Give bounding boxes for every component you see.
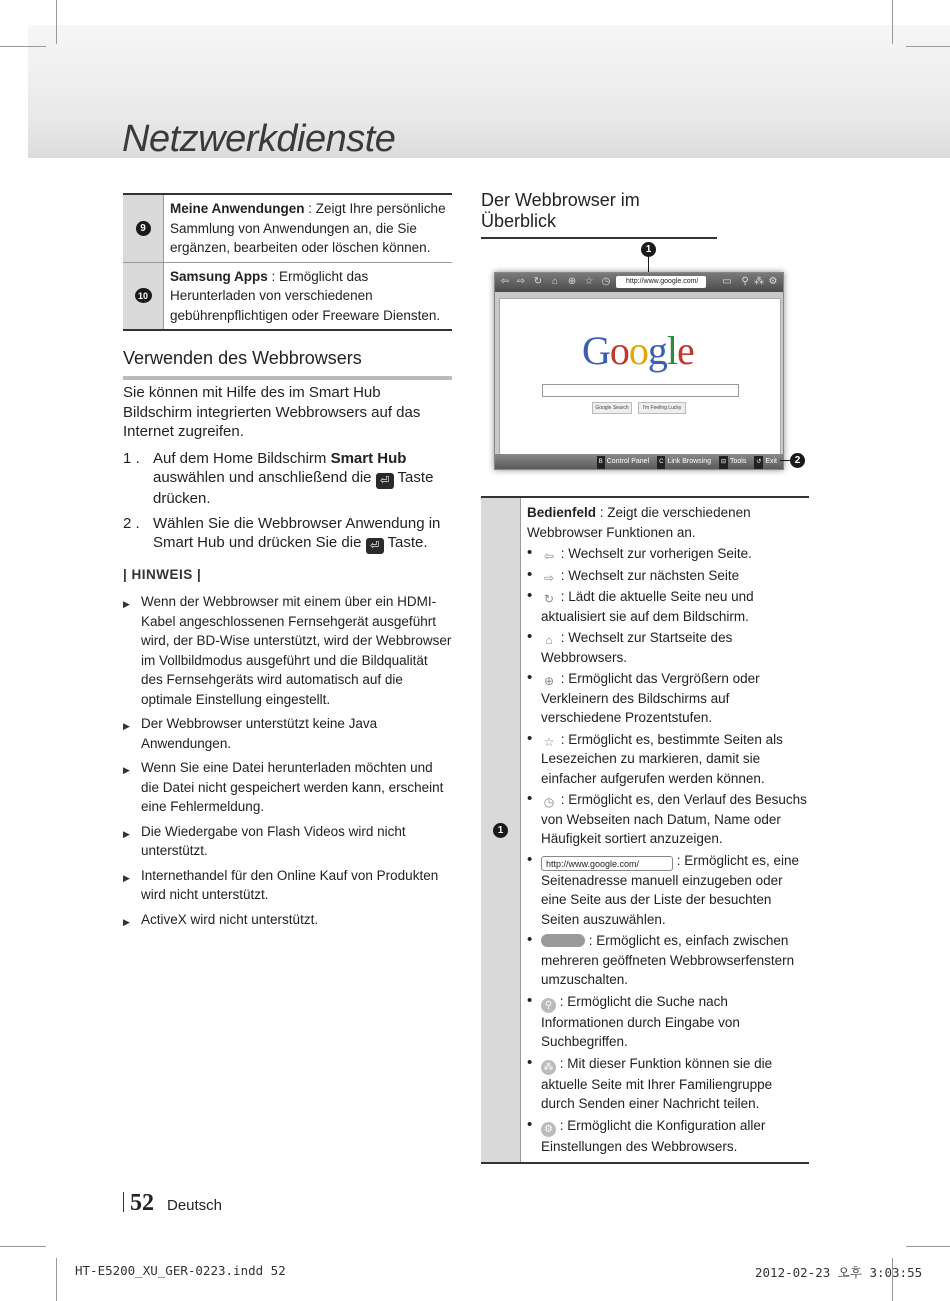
crop-mark (906, 1246, 950, 1247)
list-item (527, 790, 809, 849)
triangle-bullet-icon: ▶ (123, 828, 130, 839)
tools-icon: ⊟ (719, 456, 728, 469)
settings-icon: ⚙ (541, 1122, 556, 1137)
panel-table (481, 496, 809, 1164)
heading-rule (481, 237, 717, 239)
step-text-part: auswählen und anschließend die (153, 469, 376, 486)
star-icon: ☆ (584, 276, 594, 287)
item-description: : Wechselt zur nächsten Seite (557, 567, 740, 583)
callout-1: 1 (641, 242, 656, 257)
step-text-part: Auf dem Home Bildschirm (153, 449, 331, 467)
star-icon: ☆ (543, 734, 555, 749)
bullet: • (527, 790, 533, 807)
bullet: • (527, 565, 533, 583)
item-description: : Ermöglicht es, bestimmte Seiten als Lesezeichen zu markieren, damit sie einfacher aufgerufen werden können. (541, 731, 783, 786)
footer-label: Exit (765, 458, 777, 465)
section-heading-overview (481, 190, 717, 239)
step-text-part: Taste. (383, 534, 428, 551)
list-item (123, 758, 453, 817)
history-icon: ◷ (543, 795, 555, 809)
description: : Ermöglicht das Herunterladen von verschiedenen gebührenpflichtigen oder Freeware Diensten. (170, 268, 441, 323)
step-number: 2 . (123, 514, 140, 532)
list-item (527, 992, 809, 1052)
item-description: : Ermöglicht es, einfach zwischen mehreren geöffneten Webbrowserfenstern umzuschalten. (541, 933, 795, 987)
bullet: • (527, 628, 533, 645)
step-text (153, 514, 453, 555)
description-cell (164, 263, 452, 330)
list-item (123, 866, 453, 905)
triangle-bullet-icon: ▶ (123, 765, 130, 775)
bullet: • (527, 991, 533, 1009)
google-logo (582, 327, 694, 374)
description-cell (521, 498, 809, 1162)
page-number-divider (123, 1192, 124, 1212)
list-item (123, 592, 453, 709)
step-item (123, 514, 453, 555)
footer-label: Link Browsing (667, 458, 712, 465)
list-item (527, 931, 809, 990)
history-icon: ◷ (601, 276, 611, 287)
note-text: Internethandel für den Online Kauf von Produkten wird nicht unterstützt. (141, 867, 439, 902)
family-share-icon: ⁂ (754, 276, 764, 287)
note-text: ActiveX wird nicht unterstützt. (141, 911, 319, 927)
item-description: : Ermöglicht das Vergrößern oder Verkleinern des Bildschirms auf verschiedene Prozentstufen. (541, 671, 760, 725)
item-text (541, 851, 809, 930)
intro-text: Sie können mit Hilfe des im Smart Hub Bildschirm integrierten Webbrowsers auf das Internet zugreifen. (123, 384, 421, 440)
crop-mark (0, 46, 46, 47)
exit-icon: ↺ (754, 456, 763, 469)
list-item (123, 910, 453, 933)
number-badge: 10 (135, 288, 152, 303)
key-c-icon: C (657, 456, 665, 469)
page-title: Netzwerkdienste (122, 118, 396, 160)
item-description: : Ermöglicht die Konfiguration aller Einstellungen des Webbrowsers. (541, 1117, 766, 1154)
item-text (541, 566, 739, 586)
term: Meine Anwendungen (170, 201, 305, 216)
bullet: • (527, 669, 533, 686)
logo-letter: l (666, 328, 678, 373)
bullet: • (527, 1053, 533, 1071)
note-text: Wenn der Webbrowser mit einem über ein HDMI-Kabel angeschlossenen Fernsehgerät ausgeführt wird, der BD-Wise unterstützt, wird der Webbrowser im Vollbildmodus ausgeführt und die Bildqualität des Fernsehgeräts wird automatisch auf die optimale Einstellung eingestellt. (141, 594, 452, 707)
item-text (541, 544, 752, 564)
key-b-icon: B (597, 456, 605, 469)
description: : Zeigt Ihre persönliche Sammlung von Anwendungen an, die Sie ergänzen, bearbeiten oder löschen können. (170, 201, 446, 255)
item-text (541, 992, 809, 1052)
note-text: Der Webbrowser unterstützt keine Java Anwendungen. (141, 716, 378, 751)
zoom-icon: ⊕ (543, 674, 555, 688)
logo-letter: e (677, 328, 694, 373)
triangle-bullet-icon: ▶ (123, 721, 130, 731)
hinweis-label: | HINWEIS | (123, 567, 202, 582)
term: Bedienfeld (527, 505, 597, 520)
enter-key-icon: ⏎ (376, 473, 394, 489)
list-item (527, 851, 809, 930)
triangle-bullet-icon: ▶ (123, 916, 130, 927)
note-text: Die Wiedergabe von Flash Videos wird nicht unterstützt. (141, 823, 406, 858)
home-icon: ⌂ (545, 633, 553, 647)
back-arrow-icon: ⇦ (543, 549, 555, 563)
footer-label: Tools (730, 458, 747, 465)
triangle-bullet-icon: ▶ (123, 872, 130, 883)
item-description: : Lädt die aktuelle Seite neu und aktualisiert sie auf dem Bildschirm. (541, 589, 754, 624)
item-description: : Wechselt zur Startseite des Webbrowsers. (541, 630, 733, 665)
back-arrow-icon: ⇦ (500, 276, 510, 287)
search-icon: ⚲ (541, 998, 556, 1013)
panel-intro (527, 503, 809, 542)
list-item (527, 1116, 809, 1157)
zoom-icon: ⊕ (567, 276, 577, 287)
browser-toolbar (495, 273, 783, 292)
window-switch-icon: ▭ (722, 276, 732, 287)
item-description: : Ermöglicht es, eine Seitenadresse manuell einzugeben oder eine Seite aus der Liste der besuchten Seiten auszuwählen. (541, 852, 800, 927)
crop-mark (56, 0, 57, 44)
print-slug-file: HT-E5200_XU_GER-0223.indd 52 (75, 1263, 286, 1278)
item-text (541, 587, 809, 626)
page-number: 52 (130, 1190, 154, 1216)
item-description: : Ermöglicht die Suche nach Informationen durch Eingabe von Suchbegriffen. (541, 993, 740, 1049)
crop-mark (56, 1258, 57, 1301)
google-search-field (542, 384, 739, 397)
hinweis-list (123, 592, 453, 937)
bullet: • (527, 850, 533, 868)
list-item (527, 587, 809, 626)
browser-content (499, 298, 781, 455)
list-item (527, 544, 809, 564)
table-row (123, 263, 452, 330)
row-number-cell (123, 195, 164, 262)
forward-arrow-icon: ⇨ (516, 276, 526, 287)
section-title: Verwenden des Webbrowsers (123, 348, 362, 368)
page-language: Deutsch (167, 1197, 223, 1214)
number-badge: 1 (493, 823, 508, 838)
note-text: Wenn Sie eine Datei herunterladen möchten und die Datei nicht gespeichert werden kann, erscheint eine Fehlermeldung. (141, 760, 444, 814)
bullet: • (527, 729, 533, 747)
intro-block (123, 383, 453, 554)
menu-items-table (123, 193, 452, 331)
item-text (541, 1054, 809, 1114)
print-slug-date: 2012-02-23 오후 3:03:55 (755, 1265, 923, 1280)
item-description: : Wechselt zur vorherigen Seite. (557, 546, 752, 561)
list-item (123, 822, 453, 861)
item-description: : Mit dieser Funktion können sie die aktuelle Seite mit Ihrer Familiengruppe durch Senden einer Nachricht teilen. (541, 1055, 773, 1111)
crop-mark (892, 0, 893, 44)
description-cell (164, 195, 452, 262)
steps-list (123, 449, 453, 555)
step-text (153, 449, 453, 509)
item-text (541, 790, 809, 849)
url-field: http://www.google.com/ (616, 276, 706, 288)
refresh-icon: ↻ (543, 592, 555, 606)
footer-label: Control Panel (606, 458, 650, 465)
item-text (541, 931, 809, 990)
logo-letter: g (647, 328, 667, 373)
list-item (527, 730, 809, 789)
crop-mark (906, 46, 950, 47)
google-search-button: Google Search (592, 402, 632, 414)
enter-key-icon: ⏎ (366, 538, 384, 554)
callout-line (780, 460, 790, 461)
item-text (541, 628, 809, 667)
list-item (527, 628, 809, 667)
item-text (541, 669, 809, 728)
item-description: : Ermöglicht es, den Verlauf des Besuchs von Webseiten nach Datum, Name oder Häufigkeit sortiert anzuzeigen. (541, 792, 807, 846)
footer-legend (591, 455, 777, 469)
logo-letter: G (582, 328, 610, 373)
step-number: 1 . (123, 449, 140, 467)
callout-2: 2 (790, 453, 805, 468)
callout-line (648, 257, 649, 273)
browser-footer (495, 454, 783, 469)
list-item (123, 714, 453, 753)
heading-rule (123, 376, 452, 380)
section-title: Der Webbrowser im Überblick (481, 190, 640, 231)
refresh-icon: ↻ (533, 276, 543, 287)
window-switch-icon (541, 934, 585, 947)
logo-letter: o (609, 328, 629, 373)
item-text (541, 1116, 809, 1157)
bullet: • (527, 1115, 533, 1133)
home-icon: ⌂ (551, 276, 559, 287)
term: Samsung Apps (170, 268, 268, 284)
step-text-part: Wählen Sie die Webbrowser Anwendung in Smart Hub und drücken Sie die (153, 514, 441, 551)
step-text-part: Taste drücken. (153, 469, 434, 507)
table-row (123, 195, 452, 263)
url-field-icon: http://www.google.com/ (541, 856, 673, 871)
search-icon: ⚲ (741, 276, 749, 287)
bullet: • (527, 931, 533, 948)
step-item (123, 449, 453, 509)
list-item (527, 566, 809, 586)
bullet: • (527, 587, 533, 604)
description: : Zeigt die verschiedenen Webbrowser Funktionen an. (527, 505, 751, 540)
item-text (541, 730, 809, 789)
row-number-cell (481, 498, 521, 1162)
bullet: • (527, 544, 533, 561)
triangle-bullet-icon: ▶ (123, 599, 130, 609)
number-badge: 9 (136, 221, 151, 236)
section-heading-using (123, 348, 452, 380)
step-highlight: Smart Hub (330, 449, 407, 467)
row-number-cell (123, 263, 164, 330)
list-item (527, 669, 809, 728)
forward-arrow-icon: ⇨ (543, 570, 555, 585)
list-item (527, 1054, 809, 1114)
logo-letter: o (628, 328, 648, 373)
feeling-lucky-button: I'm Feeling Lucky (638, 402, 686, 414)
settings-icon: ⚙ (768, 276, 778, 287)
crop-mark (0, 1246, 46, 1247)
family-share-icon: ⁂ (541, 1060, 556, 1075)
browser-screenshot (494, 272, 784, 470)
